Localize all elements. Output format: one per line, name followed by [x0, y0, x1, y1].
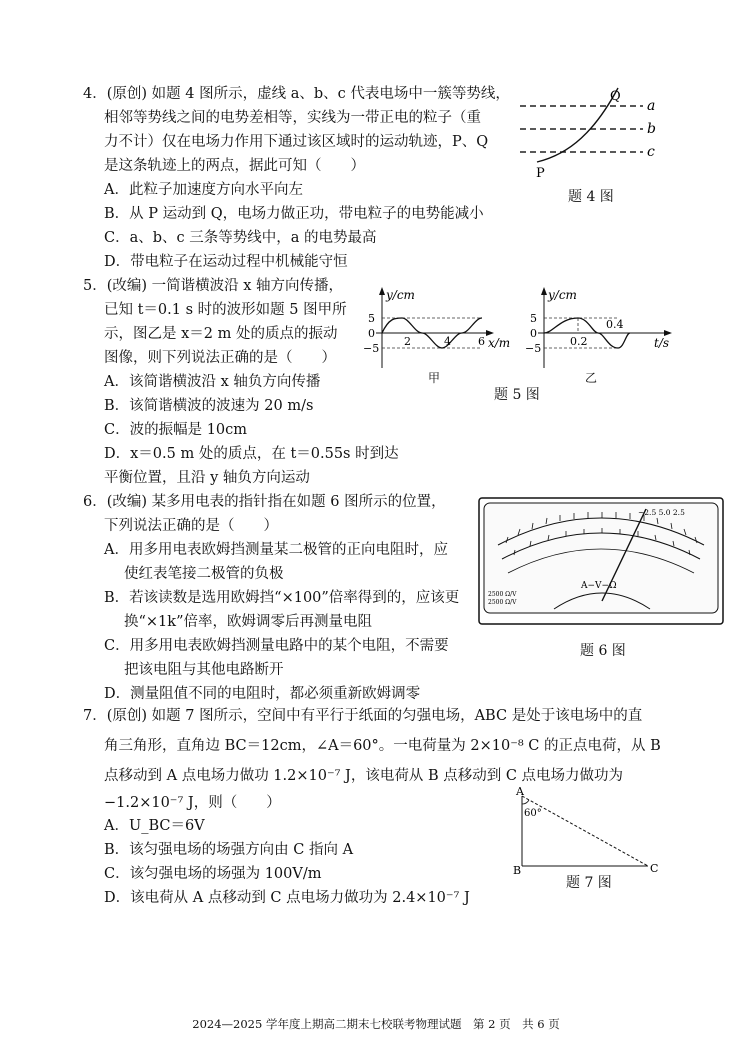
right-xlabel: t/s — [654, 336, 670, 350]
q7-caption: 题 7 图 — [566, 875, 612, 891]
label-q: Q — [610, 89, 621, 104]
right-y-arrow — [541, 287, 547, 295]
particle-trajectory — [537, 88, 618, 162]
q5-option-d[interactable]: D．x＝0.5 m 处的质点，在 t＝0.55s 时到达 — [104, 446, 399, 462]
q6-line-2: 下列说法正确的是（ ） — [104, 518, 278, 534]
label-b: b — [647, 121, 656, 137]
left-tick-y-neg5: −5 — [363, 342, 380, 355]
left-tick-x-2: 2 — [404, 335, 411, 348]
label-p: P — [536, 166, 545, 181]
q7-option-d[interactable]: D．该电荷从 A 点移动到 C 点电场力做功为 2.4×10⁻⁷ J — [104, 890, 470, 906]
q7-line-1: 7．(原创) 如题 7 图所示，空间中有平行于纸面的匀强电场，ABC 是处于该电场中的直 — [83, 708, 643, 724]
left-xlabel: x/m — [488, 336, 511, 350]
q5-option-d-cont: 平衡位置，且沿 y 轴负方向运动 — [104, 470, 310, 486]
vertex-c: C — [650, 862, 659, 875]
q4-caption: 题 4 图 — [568, 189, 614, 205]
angle-label: 60° — [524, 808, 542, 819]
q4-option-d[interactable]: D．带电粒子在运动过程中机械能守恒 — [104, 254, 348, 270]
left-tick-x-6: 6 — [478, 335, 485, 348]
left-tick-y-0: 0 — [368, 327, 375, 340]
q6-option-c-cont: 把该电阻与其他电路断开 — [124, 662, 284, 678]
q4-option-b[interactable]: B．从 P 运动到 Q，电场力做正功，带电粒子的电势能减小 — [104, 206, 484, 222]
meter-face — [484, 503, 718, 613]
dial-top-right: ~2.5 5.0 2.5 — [638, 508, 685, 517]
multimeter-dial — [478, 497, 724, 625]
q5-figure-left — [362, 285, 522, 375]
q4-figure — [515, 86, 665, 181]
right-tick-x-04: 0.4 — [606, 318, 624, 331]
q5-line-2: 已知 t＝0.1 s 时的波形如题 5 图甲所 — [104, 302, 347, 318]
q6-line-1: 6．(改编) 某多用电表的指针指在如题 6 图所示的位置， — [83, 494, 446, 510]
q7-option-c[interactable]: C．该匀强电场的场强为 100V/m — [104, 866, 322, 882]
q5-option-c[interactable]: C．波的振幅是 10cm — [104, 422, 248, 438]
q4-line-3: 力不计）仅在电场力作用下通过该区域时的运动轨迹，P、Q — [104, 134, 489, 150]
q7-figure — [508, 786, 668, 876]
right-tick-y-5: 5 — [530, 312, 537, 325]
q5-left-name: 甲 — [428, 371, 441, 385]
q4-line-4: 是这条轨迹上的两点，据此可知（ ） — [104, 158, 365, 174]
dial-label: A−V−Ω — [581, 581, 617, 591]
q4-option-a[interactable]: A．此粒子加速度方向水平向左 — [104, 182, 303, 198]
q7-line-4: −1.2×10⁻⁷ J，则（ ） — [104, 795, 281, 811]
q4-option-c[interactable]: C．a、b、c 三条等势线中，a 的电势最高 — [104, 230, 377, 246]
q6-option-a[interactable]: A．用多用电表欧姆挡测量某二极管的正向电阻时，应 — [104, 542, 448, 558]
right-ylabel: y/cm — [548, 288, 577, 302]
q6-option-b[interactable]: B．若该读数是选用欧姆挡“×100”倍率得到的，应该更 — [104, 590, 460, 606]
q5-option-b[interactable]: B．该简谐横波的波速为 20 m/s — [104, 398, 314, 414]
q5-right-name: 乙 — [585, 371, 598, 385]
q7-line-3: 点移动到 A 点电场力做功 1.2×10⁻⁷ J，该电荷从 B 点移动到 C 点电场力做功为 — [104, 768, 624, 784]
q5-line-1: 5．(改编) 一简谐横波沿 x 轴方向传播， — [83, 278, 344, 294]
vertex-b: B — [513, 864, 522, 876]
q6-option-c[interactable]: C．用多用电表欧姆挡测量电路中的某个电阻，不需要 — [104, 638, 449, 654]
q6-caption: 题 6 图 — [580, 643, 626, 659]
side-ac — [522, 796, 648, 866]
label-c: c — [647, 144, 655, 160]
page-footer: 2024—2025 学年度上期高二期末七校联考物理试题 第 2 页 共 6 页 — [192, 1017, 560, 1031]
dial-spec-1: 2500 Ω/V — [488, 591, 517, 598]
q6-option-a-cont: 使红表笔接二极管的负极 — [124, 566, 284, 582]
dial-spec-2: 2500 Ω/V — [488, 599, 517, 606]
right-tick-y-0: 0 — [530, 327, 537, 340]
label-a: a — [647, 98, 656, 114]
q5-line-4: 图像，则下列说法正确的是（ ） — [104, 350, 336, 366]
left-tick-y-5: 5 — [368, 312, 375, 325]
q5-caption: 题 5 图 — [494, 387, 540, 403]
vertex-a: A — [516, 786, 524, 798]
q5-option-a[interactable]: A．该简谐横波沿 x 轴负方向传播 — [104, 374, 321, 390]
q5-line-3: 示，图乙是 x＝2 m 处的质点的振动 — [104, 326, 338, 342]
right-tick-x-02: 0.2 — [570, 335, 588, 348]
left-ylabel: y/cm — [386, 288, 415, 302]
q7-option-b[interactable]: B．该匀强电场的场强方向由 C 指向 A — [104, 842, 354, 858]
right-tick-y-neg5: −5 — [525, 342, 542, 355]
q4-line-2: 相邻等势线之间的电势差相等，实线为一带正电的粒子（重 — [104, 110, 481, 126]
q6-option-d[interactable]: D．测量阻值不同的电阻时，都必须重新欧姆调零 — [104, 686, 421, 702]
q4-line-1: 4．(原创) 如题 4 图所示，虚线 a、b、c 代表电场中一簇等势线， — [83, 86, 510, 102]
angle-mark — [522, 800, 529, 804]
left-tick-x-4: 4 — [444, 335, 451, 348]
q5-figure-right — [518, 285, 678, 375]
left-y-arrow — [379, 287, 385, 295]
q7-line-2: 角三角形，直角边 BC＝12cm，∠A＝60°。一电荷量为 2×10⁻⁸ C 的正点电荷，从 B — [104, 738, 661, 754]
q7-option-a[interactable]: A．U_BC＝6V — [104, 818, 205, 834]
q6-option-b-cont: 换“×1k”倍率，欧姆调零后再测量电阻 — [124, 614, 372, 630]
